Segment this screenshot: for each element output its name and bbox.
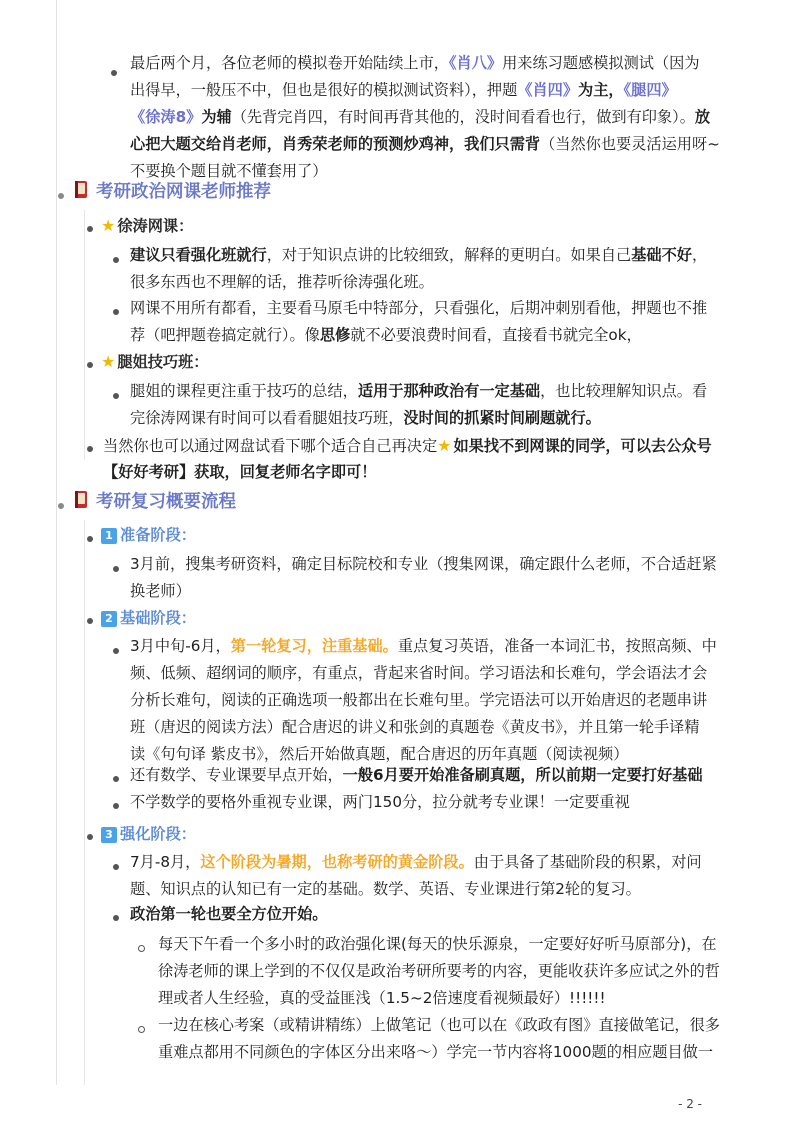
paragraph-line: 《徐涛8》为辅（先背完肖四，有时间再背其他的，没时间看看也行，做到有印象）。放 — [130, 108, 711, 126]
paragraph-line: 频、低频、超纲词的顺序，有重点，背起来省时间。学习语法和长难句，学会语法才会 — [130, 664, 708, 682]
bullet — [87, 618, 93, 624]
subheading-tuijie: ★ 腿姐技巧班： — [101, 352, 209, 371]
paragraph-line: 心把大题交给肖老师，肖秀荣老师的预测炒鸡神，我们只需背（当然你也要灵活运用呀~ — [130, 135, 720, 153]
star-icon: ★ — [101, 216, 116, 235]
stage-heading-3: 3 强化阶段： — [101, 821, 196, 847]
bullet — [87, 446, 93, 452]
bullet — [113, 776, 119, 782]
bullet — [113, 566, 119, 572]
bullet — [113, 915, 119, 921]
bullet — [138, 945, 145, 952]
bullet — [58, 503, 64, 509]
paragraph-line: 不要换个题目就不懂套用了） — [130, 162, 328, 180]
bullet — [138, 1026, 145, 1033]
paragraph-line: 3月中旬-6月，第一轮复习，注重基础。重点复习英语，准备一本词汇书，按照高频、中 — [130, 637, 717, 655]
star-icon: ★ — [101, 352, 116, 371]
bullet — [113, 309, 119, 315]
number-2-icon: 2 — [101, 611, 117, 627]
bullet — [87, 834, 93, 840]
paragraph-line: 很多东西也不理解的话，推荐听徐涛强化班。 — [130, 273, 434, 291]
paragraph-line: 最后两个月，各位老师的模拟卷开始陆续上市，《肖八》用来练习题感模拟测试（因为 — [130, 54, 700, 72]
link-xiao8[interactable]: 《肖八》 — [448, 54, 503, 72]
paragraph-line: 政治第一轮也要全方位开始。 — [130, 905, 328, 923]
outline-guide-line — [56, 0, 57, 1085]
paragraph-line: 3月前，搜集考研资料，确定目标院校和专业（搜集网课，确定跟什么老师，不合适赶紧 — [130, 555, 717, 573]
paragraph-line: 还有数学、专业课要早点开始，一般6月要开始准备刷真题，所以前期一定要打好基础 — [130, 766, 703, 784]
link-xutao8[interactable]: 《徐涛8》 — [130, 108, 202, 126]
bullet — [87, 362, 93, 368]
paragraph-line: 不学数学的要格外重视专业课，两门150分，拉分就考专业课！一定要重视 — [130, 793, 630, 811]
bullet — [87, 226, 93, 232]
bullet — [111, 70, 117, 76]
paragraph-line: 重难点都用不同颜色的字体区分出来咯～）学完一节内容将1000题的相应题目做一 — [158, 1043, 714, 1061]
paragraph-line: 当然你也可以通过网盘试看下哪个适合自己再决定★ 如果找不到网课的同学，可以去公众号 — [103, 436, 712, 455]
paragraph-line: 换老师） — [130, 582, 191, 600]
link-xiao4[interactable]: 《肖四》 — [517, 81, 579, 99]
bullet — [87, 536, 93, 542]
paragraph-line: 班（唐迟的阅读方法）配合唐迟的讲义和张剑的真题卷《黄皮书》，并且第一轮手译精 — [130, 718, 700, 736]
red-book-icon — [74, 180, 90, 200]
link-tui4[interactable]: 《腿四》 — [623, 81, 677, 99]
paragraph-line: 理或者人生经验，真的受益匪浅（1.5~2倍速度看视频最好）!!!!!! — [158, 989, 606, 1007]
number-3-icon: 3 — [101, 827, 117, 843]
red-book-icon — [74, 490, 90, 510]
section-heading: 考研政治网课老师推荐 — [74, 178, 271, 206]
paragraph-line: 一边在核心考案（或精讲精练）上做笔记（也可以在《政政有图》直接做笔记，很多 — [158, 1016, 720, 1034]
section-heading: 考研复习概要流程 — [74, 488, 236, 516]
bullet — [113, 257, 119, 263]
paragraph-line: 出得早，一般压不中，但也是很好的模拟测试资料），押题《肖四》为主，《腿四》 — [130, 81, 677, 99]
page-number: - 2 - — [678, 1097, 702, 1111]
bullet — [113, 648, 119, 654]
star-icon: ★ — [437, 436, 452, 455]
paragraph-line: 7月-8月，这个阶段为暑期，也称考研的黄金阶段。由于具备了基础阶段的积累，对问 — [130, 853, 702, 871]
number-1-icon: 1 — [101, 528, 117, 544]
stage-heading-2: 2 基础阶段： — [101, 605, 196, 631]
stage-heading-1: 1 准备阶段： — [101, 522, 196, 548]
paragraph-line: 题、知识点的认知已有一定的基础。数学、英语、专业课进行第2轮的复习。 — [130, 880, 641, 898]
paragraph-line: 腿姐的课程更注重于技巧的总结，适用于那种政治有一定基础，也比较理解知识点。看 — [130, 382, 708, 400]
paragraph-line: 分析长难句，阅读的正确选项一般都出在长难句里。学完语法可以开始唐迟的老题串讲 — [130, 691, 708, 709]
bullet — [113, 864, 119, 870]
paragraph-line: 读《句句译 紫皮书》，然后开始做真题，配合唐迟的历年真题（阅读视频） — [130, 745, 629, 763]
paragraph-line: 荐（吧押题卷搞定就行）。像思修就不必要浪费时间看，直接看书就完全ok， — [130, 326, 642, 344]
bullet — [113, 393, 119, 399]
paragraph-line: 【好好考研】获取，回复老师名字即可！ — [103, 463, 377, 481]
outline-guide-line — [84, 210, 85, 460]
paragraph-line: 每天下午看一个多小时的政治强化课(每天的快乐源泉，一定要好好听马原部分)，在 — [158, 935, 717, 953]
bullet — [113, 803, 119, 809]
paragraph-line: 完徐涛网课有时间可以看看腿姐技巧班，没时间的抓紧时间刷题就行。 — [130, 409, 601, 427]
paragraph-line: 徐涛老师的课上学到的不仅仅是政治考研所要考的内容，更能收获许多应试之外的哲 — [158, 962, 720, 980]
subheading-xutao: ★ 徐涛网课： — [101, 216, 194, 235]
paragraph-line: 建议只看强化班就行，对于知识点讲的比较细致，解释的更明白。如果自己基础不好， — [130, 246, 708, 264]
bullet — [58, 193, 64, 199]
outline-guide-line — [84, 520, 85, 1085]
paragraph-line: 网课不用所有都看，主要看马原毛中特部分，只看强化，后期冲刺别看他，押题也不推 — [130, 299, 708, 317]
